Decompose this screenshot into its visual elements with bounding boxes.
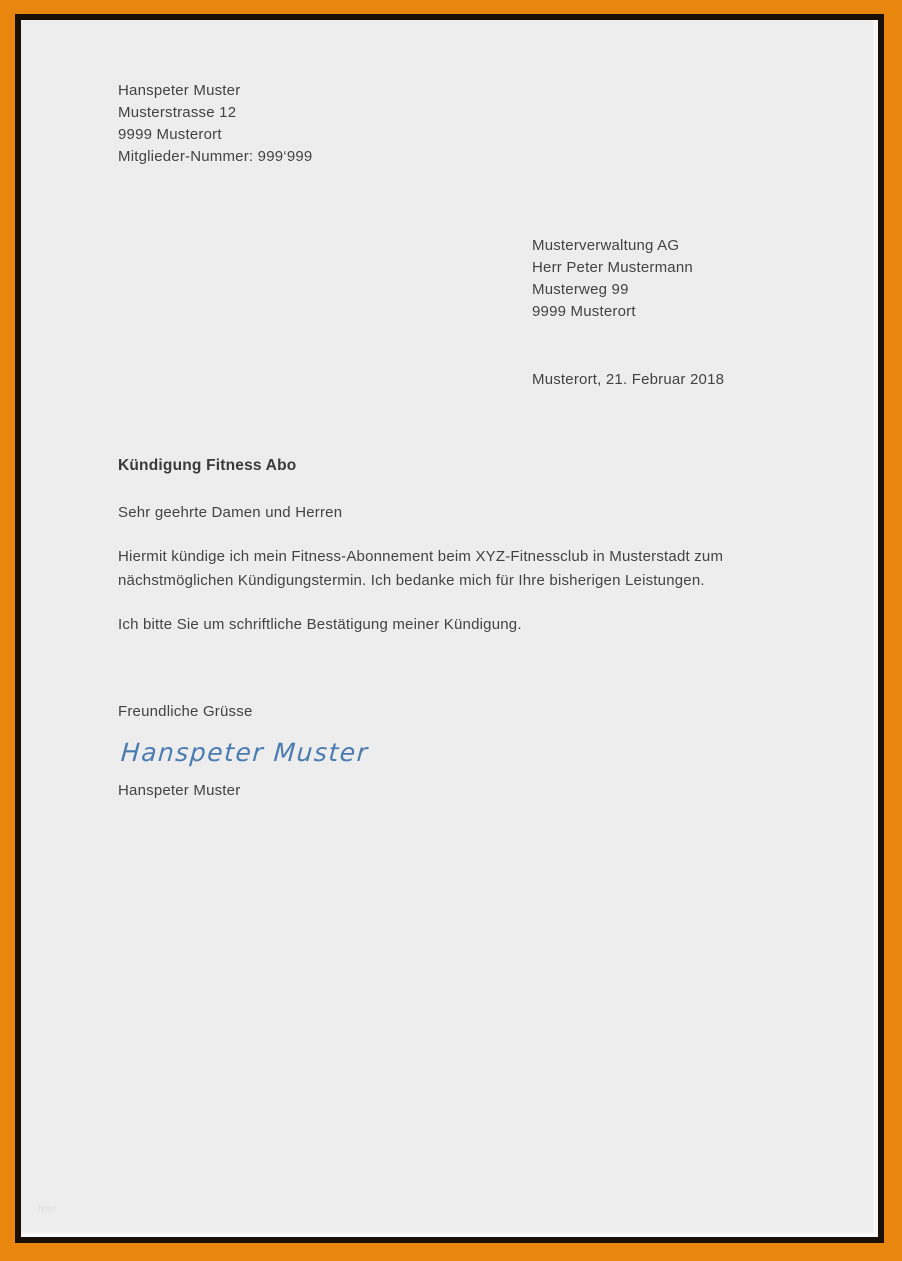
sender-address-block bbox=[118, 80, 312, 168]
body-paragraph-1: Hiermit kündige ich mein Fitness-Abonnement beim XYZ-Fitnessclub in Musterstadt zum nächstmöglichen Kündigungstermin. Ich bedanke mich für Ihre bisherigen Leistungen. bbox=[118, 548, 724, 589]
letter-paper bbox=[21, 20, 878, 1237]
sender-city: 9999 Musterort bbox=[118, 126, 222, 143]
watermark-text: hmr bbox=[38, 1204, 57, 1215]
sender-street: Musterstrasse 12 bbox=[118, 104, 237, 121]
closing-line: Freundliche Grüsse bbox=[118, 703, 253, 720]
recipient-city: 9999 Musterort bbox=[532, 303, 636, 320]
letter-frame bbox=[15, 14, 884, 1243]
handwritten-signature: Hanspeter Muster bbox=[120, 738, 370, 767]
recipient-company: Musterverwaltung AG bbox=[532, 237, 680, 254]
body-paragraph-2: Ich bitte Sie um schriftliche Bestätigung meiner Kündigung. bbox=[118, 616, 522, 633]
sender-member-number: Mitglieder-Nummer: 999‘999 bbox=[118, 148, 313, 165]
recipient-name: Herr Peter Mustermann bbox=[532, 259, 693, 276]
date-line: Musterort, 21. Februar 2018 bbox=[532, 371, 725, 388]
sender-name: Hanspeter Muster bbox=[118, 82, 241, 99]
recipient-street: Musterweg 99 bbox=[532, 281, 629, 298]
signed-name: Hanspeter Muster bbox=[118, 782, 241, 799]
subject-line: Kündigung Fitness Abo bbox=[118, 457, 297, 474]
salutation: Sehr geehrte Damen und Herren bbox=[118, 504, 343, 521]
recipient-address-block bbox=[532, 235, 693, 323]
